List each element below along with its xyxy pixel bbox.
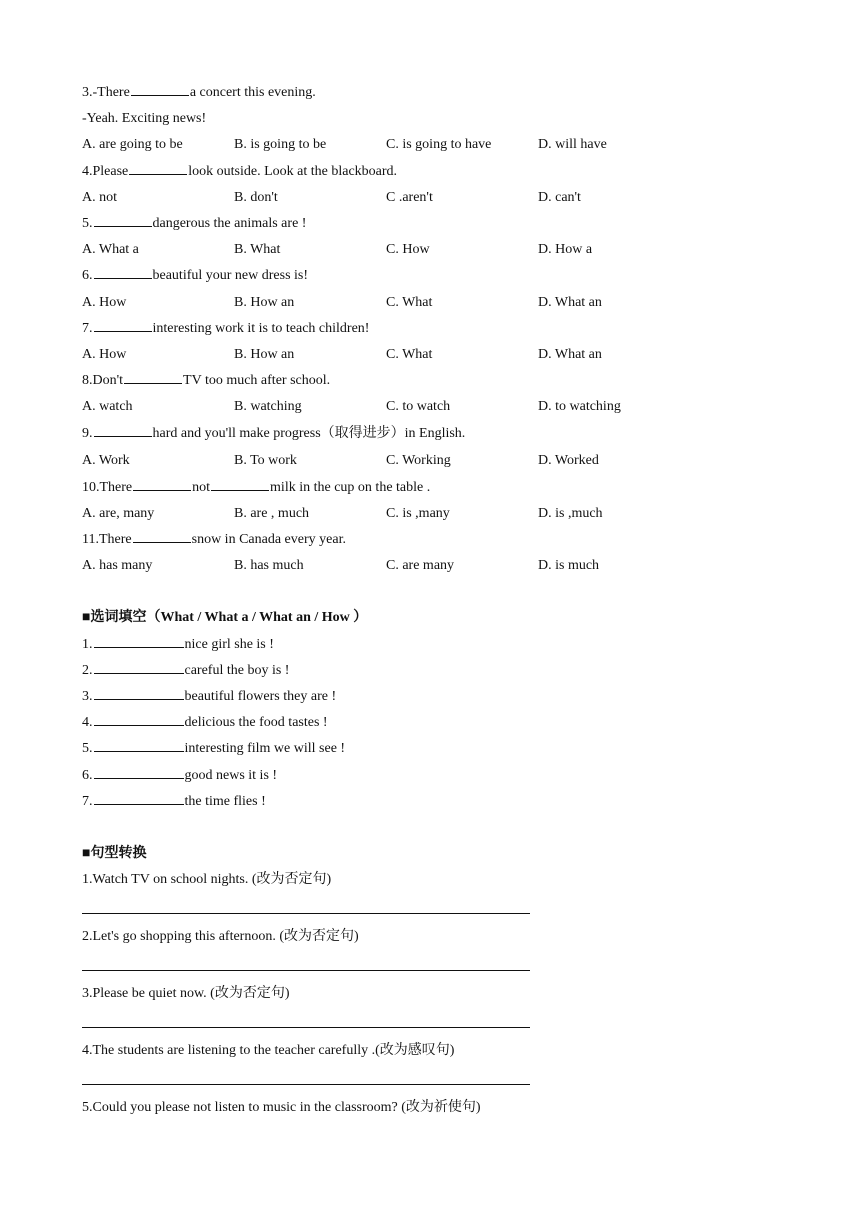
fill-item: 2. careful the boy is ! bbox=[82, 658, 802, 684]
question-9-options bbox=[82, 448, 802, 474]
answer-blank[interactable] bbox=[94, 660, 184, 674]
option-d[interactable]: D. What an bbox=[538, 346, 602, 362]
section-title-transformation: ■句型转换 bbox=[82, 845, 147, 861]
option-b[interactable]: B. What bbox=[234, 242, 281, 258]
option-a[interactable]: A. What a bbox=[82, 242, 139, 258]
option-c[interactable]: C. How bbox=[386, 242, 430, 258]
answer-blank[interactable] bbox=[94, 265, 152, 279]
option-a[interactable]: A. not bbox=[82, 189, 117, 205]
option-b[interactable]: B. watching bbox=[234, 399, 302, 415]
option-a[interactable]: A. How bbox=[82, 294, 127, 310]
option-c[interactable]: C. are many bbox=[386, 558, 455, 574]
question-3-response: -Yeah. Exciting news! bbox=[82, 111, 207, 127]
question-11-options bbox=[82, 553, 802, 579]
question-5: 5. dangerous the animals are ! bbox=[82, 211, 802, 237]
option-a[interactable]: A. are, many bbox=[82, 505, 155, 521]
question-9: 9. hard and you'll make progress（取得进步）in English. bbox=[82, 420, 802, 448]
question-8-options bbox=[82, 394, 802, 420]
question-7-options bbox=[82, 342, 802, 368]
answer-blank[interactable] bbox=[94, 213, 152, 227]
option-d[interactable]: D. to watching bbox=[538, 399, 621, 415]
option-b[interactable]: B. To work bbox=[234, 453, 297, 469]
option-a[interactable]: A. How bbox=[82, 346, 127, 362]
transform-question: 2.Let's go shopping this afternoon. (改为否定句) bbox=[82, 929, 359, 945]
section-title-fill-in: ■选词填空（What / What a / What an / How ） bbox=[82, 610, 368, 626]
answer-blank[interactable] bbox=[94, 712, 184, 726]
question-10-options bbox=[82, 501, 802, 527]
fill-item: 4. delicious the food tastes ! bbox=[82, 710, 802, 736]
transform-question: 4.The students are listening to the teacher carefully .(改为感叹句) bbox=[82, 1043, 455, 1059]
question-4-options bbox=[82, 185, 802, 211]
question-6: 6. beautiful your new dress is! bbox=[82, 263, 802, 289]
answer-line[interactable] bbox=[82, 1007, 530, 1028]
answer-blank[interactable] bbox=[94, 791, 184, 805]
option-a[interactable]: A. are going to be bbox=[82, 137, 183, 153]
fill-item: 5. interesting film we will see ! bbox=[82, 736, 802, 762]
answer-blank[interactable] bbox=[94, 318, 152, 332]
option-d[interactable]: D. is much bbox=[538, 558, 600, 574]
option-a[interactable]: A. watch bbox=[82, 399, 133, 415]
option-b[interactable]: B. How an bbox=[234, 294, 295, 310]
option-b[interactable]: B. don't bbox=[234, 189, 278, 205]
multiple-choice-section bbox=[82, 80, 802, 579]
option-c[interactable]: C. is going to have bbox=[386, 137, 492, 153]
option-c[interactable]: C. to watch bbox=[386, 399, 451, 415]
question-11: 11.There snow in Canada every year. bbox=[82, 527, 802, 553]
option-b[interactable]: B. are , much bbox=[234, 505, 310, 521]
option-d[interactable]: D. will have bbox=[538, 137, 607, 153]
question-8: 8.Don't TV too much after school. bbox=[82, 368, 802, 394]
option-d[interactable]: D. What an bbox=[538, 294, 602, 310]
answer-blank[interactable] bbox=[94, 634, 184, 648]
option-d[interactable]: D. can't bbox=[538, 189, 581, 205]
question-5-options bbox=[82, 237, 802, 263]
question-10: 10.There not milk in the cup on the table . bbox=[82, 475, 802, 501]
question-3-options bbox=[82, 132, 802, 158]
transform-question: 3.Please be quiet now. (改为否定句) bbox=[82, 986, 290, 1002]
answer-blank[interactable] bbox=[124, 370, 182, 384]
option-c[interactable]: C. What bbox=[386, 294, 433, 310]
question-4: 4.Please look outside. Look at the blackboard. bbox=[82, 159, 802, 185]
answer-line[interactable] bbox=[82, 1064, 530, 1085]
question-3: 3.-There a concert this evening. bbox=[82, 80, 802, 106]
answer-blank[interactable] bbox=[94, 686, 184, 700]
transform-question: 1.Watch TV on school nights. (改为否定句) bbox=[82, 872, 332, 888]
option-c[interactable]: C. Working bbox=[386, 453, 451, 469]
question-6-options bbox=[82, 290, 802, 316]
option-a[interactable]: A. Work bbox=[82, 453, 130, 469]
option-c[interactable]: C. is ,many bbox=[386, 505, 450, 521]
fill-item: 3. beautiful flowers they are ! bbox=[82, 684, 802, 710]
spacer bbox=[82, 815, 802, 841]
fill-item: 1. nice girl she is ! bbox=[82, 632, 802, 658]
option-b[interactable]: B. is going to be bbox=[234, 137, 327, 153]
answer-blank[interactable] bbox=[94, 765, 184, 779]
answer-blank[interactable] bbox=[133, 477, 191, 491]
answer-blank[interactable] bbox=[94, 738, 184, 752]
transformation-section bbox=[82, 841, 802, 1121]
worksheet-page bbox=[82, 80, 802, 1121]
option-c[interactable]: C. What bbox=[386, 346, 433, 362]
answer-blank[interactable] bbox=[94, 423, 152, 437]
answer-blank[interactable] bbox=[211, 477, 269, 491]
option-c[interactable]: C .aren't bbox=[386, 189, 433, 205]
answer-blank[interactable] bbox=[131, 82, 189, 96]
option-b[interactable]: B. has much bbox=[234, 558, 304, 574]
option-d[interactable]: D. is ,much bbox=[538, 505, 603, 521]
answer-blank[interactable] bbox=[129, 161, 187, 175]
option-d[interactable]: D. How a bbox=[538, 242, 593, 258]
answer-line[interactable] bbox=[82, 893, 530, 914]
option-a[interactable]: A. has many bbox=[82, 558, 153, 574]
fill-in-section bbox=[82, 605, 802, 815]
transform-question: 5.Could you please not listen to music in the classroom? (改为祈使句) bbox=[82, 1100, 481, 1116]
answer-blank[interactable] bbox=[133, 529, 191, 543]
question-7: 7. interesting work it is to teach children! bbox=[82, 316, 802, 342]
option-d[interactable]: D. Worked bbox=[538, 453, 599, 469]
fill-item: 7. the time flies ! bbox=[82, 789, 802, 815]
option-b[interactable]: B. How an bbox=[234, 346, 295, 362]
spacer bbox=[82, 579, 802, 605]
fill-item: 6. good news it is ! bbox=[82, 763, 802, 789]
answer-line[interactable] bbox=[82, 950, 530, 971]
